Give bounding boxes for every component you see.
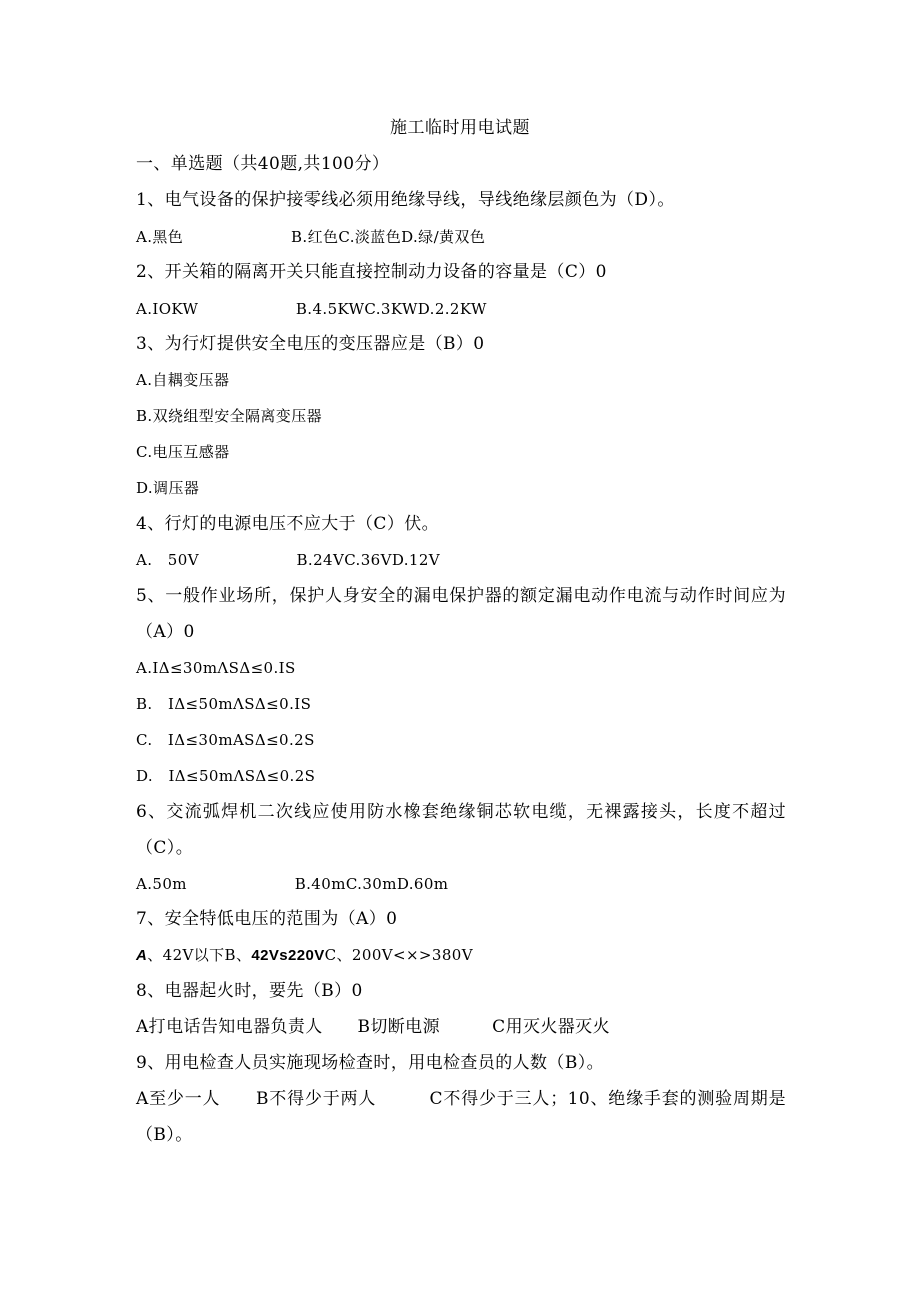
question-6: 6、交流弧焊机二次线应使用防水橡套绝缘铜芯软电缆，无裸露接头，长度不超过（C）。 [136,802,786,858]
question-9: 9、用电检查人员实施现场检查时，用电检查员的人数（B）。 [136,1053,605,1073]
document-title: 施工临时用电试题 [390,118,530,138]
question-7: 7、安全特低电压的范围为（A）0 [136,909,398,929]
question-3-option-b: B.双绕组型安全隔离变压器 [136,407,322,425]
question-3-option-a: A.自耦变压器 [136,371,230,389]
question-6-options: A.50m B.40mC.30mD.60m [136,875,449,893]
question-5-option-c: C. IΔ≤30mASΔ≤0.2S [136,731,315,749]
question-7-options [136,943,786,968]
question-9-options: A至少一人 B不得少于两人 C不得少于三人；10、绝缘手套的测验周期是（B）。 [136,1089,786,1145]
question-3-option-d: D.调压器 [136,479,200,497]
question-2-options: A.IOKW B.4.5KWC.3KWD.2.2KW [136,300,487,318]
question-1: 1、电气设备的保护接零线必须用绝缘导线，导线绝缘层颜色为（D）。 [136,190,675,210]
section-heading: 一、单选题（共40题,共100分） [136,154,390,174]
question-2: 2、开关箱的隔离开关只能直接控制动力设备的容量是（C）0 [136,262,607,282]
question-5: 5、一般作业场所，保护人身安全的漏电保护器的额定漏电动作电流与动作时间应为（A）0 [136,586,786,642]
question-5-option-b: B. IΔ≤50mΛSΔ≤0.IS [136,695,312,713]
question-8: 8、电器起火时，要先（B）0 [136,981,363,1001]
question-3-option-c: C.电压互感器 [136,443,230,461]
question-7-option-b-text: 42Vs220V [251,947,325,964]
question-7-option-c-text: C、200V<×>380V [324,946,473,964]
question-5-option-a: A.IΔ≤30mΛSΔ≤0.IS [136,659,296,677]
question-5-option-d: D. IΔ≤50mΛSΔ≤0.2S [136,767,316,785]
question-4-options: A. 50V B.24VC.36VD.12V [136,551,441,569]
question-1-options: A.黑色 B.红色C.淡蓝色D.绿/黄双色 [136,228,486,246]
question-7-option-a-letter: A [136,947,148,964]
question-7-option-a-text: 、42V以下B、 [147,946,252,964]
question-8-options: A打电话告知电器负责人 B切断电源 C用灭火器灭火 [136,1017,610,1037]
question-4: 4、行灯的电源电压不应大于（C）伏。 [136,514,440,534]
question-3: 3、为行灯提供安全电压的变压器应是（B）0 [136,334,485,354]
